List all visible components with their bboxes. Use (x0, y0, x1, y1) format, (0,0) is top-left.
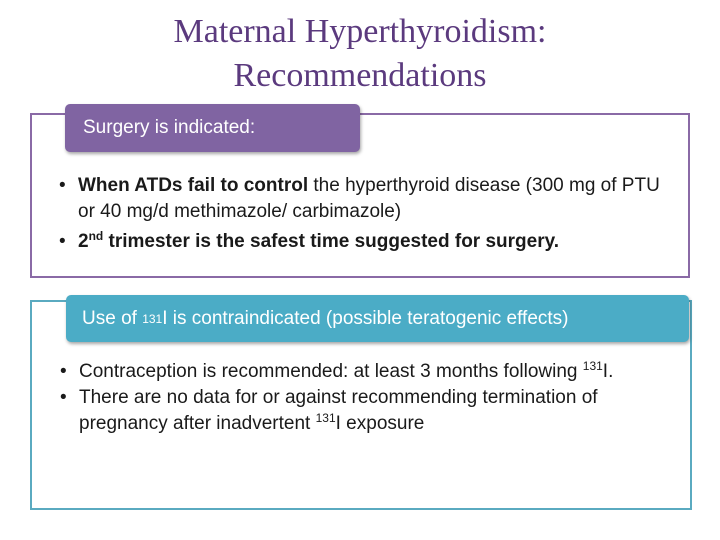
label-text-start: Use of (82, 307, 143, 329)
bullet-icon: • (59, 175, 66, 196)
list-item (52, 359, 662, 385)
iodine-list (52, 359, 662, 437)
isotope-mass: 131 (315, 411, 336, 425)
title-line-2: Recommendations (233, 57, 487, 94)
bullet-icon: • (60, 361, 67, 382)
item-text: Contraception is recommended: at least 3 months following (79, 361, 583, 382)
label-text-end: I is contraindicated (possible teratogenic effects) (162, 307, 569, 329)
trimester-text: trimester is the safest time suggested for surgery. (103, 231, 560, 252)
item-bold-text (78, 231, 559, 252)
title-line-1: Maternal Hyperthyroidism: (173, 13, 547, 50)
item-bold-text: When ATDs fail to control (78, 175, 309, 196)
item-text-end: I. (602, 361, 614, 382)
item-text: There are no data for or against recommending termination of pregnancy after inadvertent (79, 387, 598, 434)
page-title (0, 10, 720, 98)
item-text: the hyperthyroid disease (300 mg of PTU or 40 mg/d methimazole/ carbimazole) (78, 175, 660, 222)
isotope-mass: 131 (582, 359, 603, 373)
list-item (51, 229, 681, 255)
list-item (52, 385, 662, 437)
trimester-number: 2 (78, 231, 89, 252)
item-text-end: I exposure (335, 413, 425, 434)
iodine-section-label: Use of 131 I is contraindicated (possible teratogenic effects) (66, 295, 689, 342)
bullet-icon: • (59, 231, 66, 252)
bullet-icon: • (60, 387, 67, 408)
surgery-list (51, 173, 681, 259)
list-item (51, 173, 681, 225)
surgery-section-label: Surgery is indicated: (65, 104, 360, 152)
ordinal-suffix: nd (88, 229, 104, 243)
